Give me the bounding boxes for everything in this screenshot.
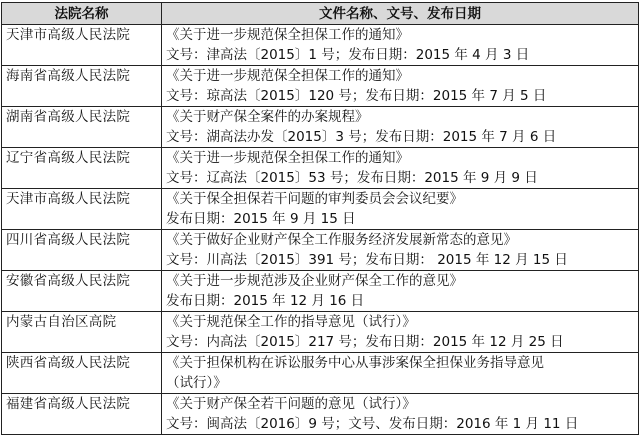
- document-cell: [162, 353, 639, 394]
- document-number-date: 发布日期：2015 年 9 月 15 日: [166, 211, 356, 227]
- table-header-row: [2, 3, 639, 25]
- document-cell: [162, 107, 639, 148]
- table-row: [2, 394, 639, 435]
- court-name-cell: 陕西省高级人民法院: [2, 353, 162, 394]
- court-name-cell: 天津市高级人民法院: [2, 189, 162, 230]
- document-title: 《关于保全担保若干问题的审判委员会会议纪要》: [166, 191, 463, 207]
- table-row: [2, 25, 639, 66]
- document-cell: [162, 394, 639, 435]
- header-document-info: 文件名称、文号、发布日期: [162, 3, 639, 25]
- document-title: 《关于规范保全工作的指导意见（试行）》: [166, 314, 416, 330]
- document-number-date: 文号：内高法〔2015〕217 号；发布日期：2015 年 12 月 25 日: [166, 334, 564, 350]
- table-row: [2, 189, 639, 230]
- document-title: 《关于进一步规范保全担保工作的通知》: [166, 27, 409, 43]
- court-name-cell: 安徽省高级人民法院: [2, 271, 162, 312]
- court-name-cell: 湖南省高级人民法院: [2, 107, 162, 148]
- court-name-cell: 福建省高级人民法院: [2, 394, 162, 435]
- court-name-cell: 海南省高级人民法院: [2, 66, 162, 107]
- document-number-date: 发布日期：2015 年 12 月 16 日: [166, 293, 365, 309]
- document-title: 《关于财产保全若干问题的意见（试行）》: [166, 396, 416, 412]
- document-cell: [162, 148, 639, 189]
- document-number-date: 文号：琼高法〔2015〕120 号；发布日期：2015 年 7 月 5 日: [166, 88, 547, 104]
- document-cell: [162, 66, 639, 107]
- document-title: 《关于财产保全案件的办案规程》: [166, 109, 369, 125]
- table-row: [2, 107, 639, 148]
- court-documents-table: [1, 2, 639, 435]
- table-row: [2, 66, 639, 107]
- document-cell: [162, 230, 639, 271]
- document-cell: [162, 271, 639, 312]
- document-number-date: 文号：川高法〔2015〕391 号；发布日期： 2015 年 12 月 15 日: [166, 252, 568, 268]
- table-row: [2, 230, 639, 271]
- table-row: [2, 271, 639, 312]
- table-row: [2, 353, 639, 394]
- table-row: [2, 148, 639, 189]
- court-name-cell: 辽宁省高级人民法院: [2, 148, 162, 189]
- court-name-cell: 四川省高级人民法院: [2, 230, 162, 271]
- document-cell: [162, 312, 639, 353]
- document-title: 《关于进一步规范保全担保工作的通知》: [166, 150, 409, 166]
- header-court-name: 法院名称: [2, 3, 162, 25]
- document-number-date: 文号：湖高法办发〔2015〕3 号；发布日期：2015 年 7 月 6 日: [166, 129, 557, 145]
- court-name-cell: 内蒙古自治区高院: [2, 312, 162, 353]
- table-row: [2, 312, 639, 353]
- document-cell: [162, 189, 639, 230]
- document-title: 《关于进一步规范保全担保工作的通知》: [166, 68, 409, 84]
- document-title: 《关于进一步规范涉及企业财产保全工作的意见》: [166, 273, 463, 289]
- document-cell: [162, 25, 639, 66]
- document-title-continued: （试行）》: [166, 375, 227, 391]
- court-name-cell: 天津市高级人民法院: [2, 25, 162, 66]
- document-number-date: 文号：辽高法〔2015〕53 号；发布日期：2015 年 9 月 9 日: [166, 170, 538, 186]
- document-number-date: 文号：闽高法〔2016〕9 号；文号、发布日期：2016 年 1 月 11 日: [166, 416, 579, 432]
- document-number-date: 文号：津高法〔2015〕1 号；发布日期：2015 年 4 月 3 日: [166, 47, 530, 63]
- document-title: 《关于做好企业财产保全工作服务经济发展新常态的意见》: [166, 232, 517, 248]
- document-title: 《关于担保机构在诉讼服务中心从事涉案保全担保业务指导意见: [166, 355, 544, 371]
